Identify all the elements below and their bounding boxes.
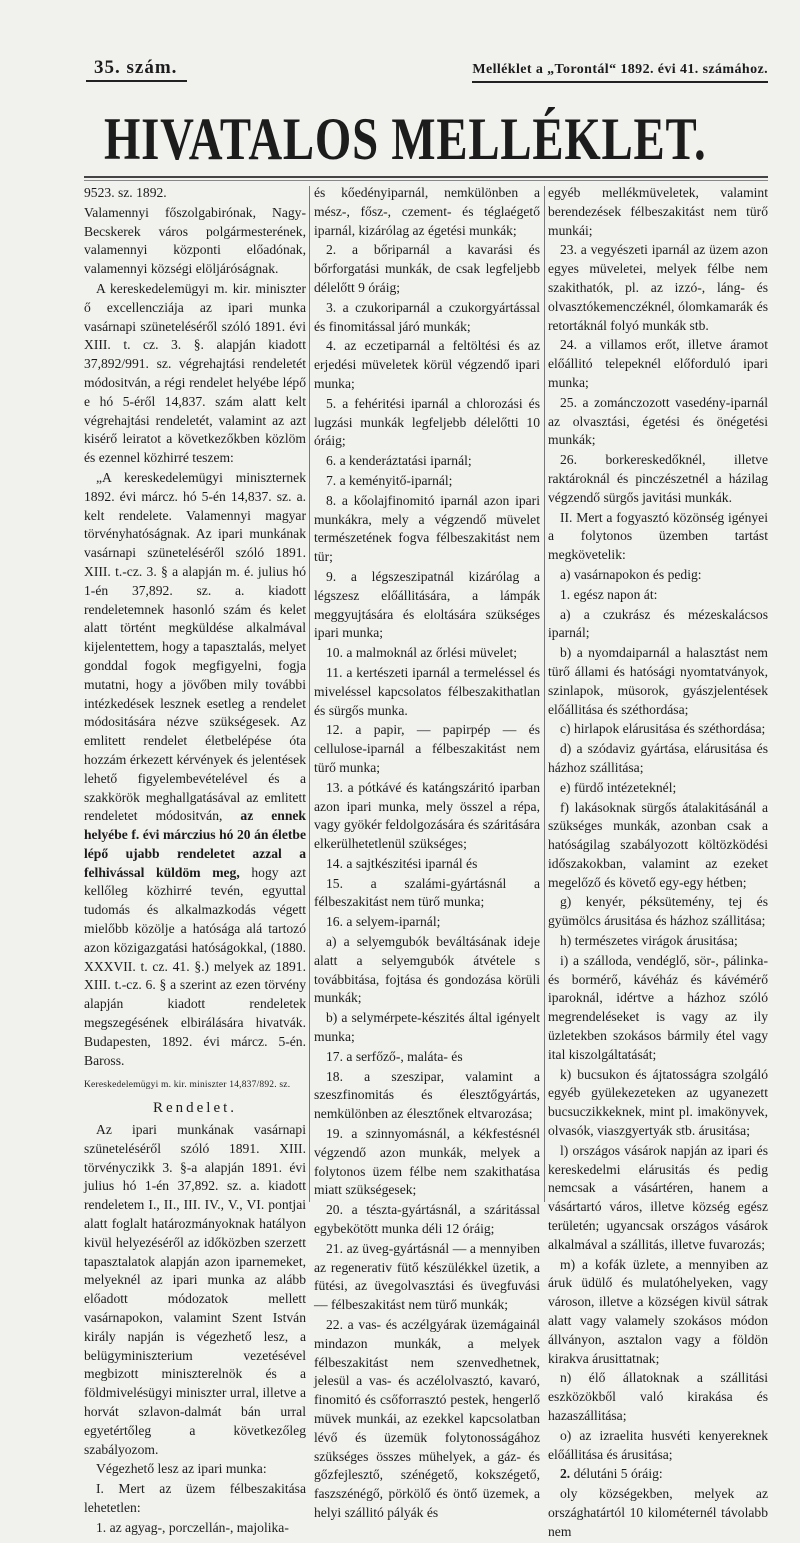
paragraph: o) az izraelita husvéti kenyereknek előállitása és árusitása; <box>548 1427 768 1462</box>
paragraph: 12. a papir, — papirpép — és cellulose-iparnál a félbeszakitást nem türő munka; <box>314 722 540 775</box>
column-divider <box>544 186 545 1202</box>
paragraph: 18. a szeszipar, valamint a szeszfinomitás és élesztőgyártás, nemkülönben az élesztőnek eltvarozása; <box>314 1068 540 1122</box>
paragraph <box>84 469 306 1071</box>
paragraph: 9523. sz. 1892. <box>84 185 167 200</box>
paragraph: n) élő állatoknak a szállitási eszközökből való kirakása és hazaszállitása; <box>548 1370 768 1423</box>
paragraph: II. Mert a fogyasztó közönség igényei a folytonos üzemben tartást megkövetelik: <box>548 509 768 563</box>
issue-number: 35. szám. <box>86 56 187 82</box>
paragraph: 9. a légszeszipatnál kizárólag a légszesz előállitására, a lámpák meggyujtására és eloltására szükséges ipari munka; <box>314 568 540 641</box>
paragraph: e) fürdő intézeteknél; <box>560 779 677 795</box>
paragraph: 1. az agyag-, porczellán-, majolika- <box>96 1519 289 1535</box>
paragraph: 20. a tészta-gyártásnál, a száritással egybekötött munka déli 12 óráig; <box>314 1202 540 1237</box>
bold-text: az ennek helyébe f. évi márczius hó 20 án életbe lépő ujabb rendeletet azzal a felhivással küldöm meg, <box>84 808 306 880</box>
paragraph: 17. a serfőző-, maláta- és <box>326 1048 463 1064</box>
paragraph: 7. a keményitő-iparnál; <box>326 472 453 488</box>
paragraph: 16. a selyem-iparnál; <box>326 914 441 930</box>
paragraph: g) kenyér, péksütemény, tej és gyümölcs árusitása és házhoz szállitása; <box>548 894 768 929</box>
paragraph: 21. az üveg-gyártásnál — a mennyiben az regenerativ fütő készülékkel üzetik, a fütési, az üvegolvasztási és üvegfuvási — félbeszakitást nem türő munkák; <box>314 1240 540 1313</box>
bold-text: 2. <box>560 1466 571 1482</box>
column-2 <box>314 184 540 1524</box>
paragraph: 4. az eczetiparnál a feltöltési és az erjedési müveletek körül végzendő ipari munka; <box>314 338 540 391</box>
text-run: hogy azt kellőleg közhirré tevén, egyuttal tudomás és alkalmazkodás végett mielőbb közölje a hatósága alá tartozó azon közigazgatási hatóságokkal, (1880. XXXVII. t. cz. 41. §.) melyek az 1891. XIII. t.-cz. 6. § a szerint az ezen törvény alapján kiadott rendeletek megszegésének elbirálására hivatvák. Budapesten, 1892. évi márcz. 5-én. Baross. <box>84 864 306 1068</box>
paragraph: l) országos vásárok napján az ipari és kereskedelmi elárusitás és pedig nemcsak a vásártéren, hanem a vásártartó város, illetve község egész területén; ugyancsak országos vásárok alkalmával a szállitás, illetve fuvarozás; <box>548 1142 768 1252</box>
paragraph: 22. a vas- és aczélgyárak üzemágainál mindazon munkák, a melyek félbeszakitást nem szenvedhetnek, jelesül a vas- és aczélolvasztó, kavaró, finomitó és csőforrasztó pestek, hengerlő müvek munkái, az ezekkel kapcsolatban lévő és üzemük folytonosságához szükséges összes mühelyek, a gáz- és gőzfejlesztő, szénégető, kokszégető, faszszénégő, pörkölő és öntő üzemek, a helyi szállitó pályák és <box>314 1317 540 1520</box>
paragraph: 1. egész napon át: <box>560 586 658 602</box>
paragraph: I. Mert az üzem félbeszakitása lehetetlen: <box>84 1481 306 1515</box>
paragraph: k) bucsukon és ájtatosságra szolgáló egyéb gyülekezeteken az ugyanezett bucsuczikkeknek, mint pl. imakönyvek, olvasók, viaszgyertyák stb. árusitása; <box>548 1066 768 1139</box>
paragraph: egyéb mellékmüveletek, valamint berendezések félbeszakitást nem türő munkái; <box>548 185 768 238</box>
paragraph: 19. a szinnyomásnál, a kékfestésnél végzendő azon munkák, melyek a folytonos üzem félbe nem szakithatása miatt szükségesek; <box>314 1126 540 1198</box>
paragraph: 13. a pótkávé és katángszáritó iparban azon ipari munka, mely összel a répa, vagy gyökér feldolgozására és száritására elkerülhetetlenül szükséges; <box>314 779 540 852</box>
page-title: HIVATALOS MELLÉKLET. <box>104 106 707 172</box>
paragraph: a) vasárnapokon és pedig: <box>560 566 702 582</box>
paragraph: 14. a sajtkészitési iparnál és <box>326 855 478 871</box>
paragraph: 10. a malmoknál az őrlési müvelet; <box>326 645 518 661</box>
paragraph: Az ipari munkának vasárnapi szüneteléséről szóló 1891. XIII. törvényczikk 3. §-a alapján 1891. évi julius hó 1-én 37,892. sz. a. kiadott rendeletem I., II., III. IV., V., VI. pontjai alatt foglalt határozmányoknak hatályon kivül helyezéséről az időközben szerzett tapasztalatok alapján azon iparnemeket, melyeknél az ipari munka az alább előadott módozatok mellett vasárnapokon, valamint Szent István király napján is végezhető lesz, a belügyminiszterium vezetésével megbizott miniszterelnök és a földmivelésügyi miniszter urral, illetve a horvát szlavon-dalmát bán urral egyetértőleg a következőleg szabályozom. <box>84 1122 306 1457</box>
paragraph: a) a czukrász és mézeskalácsos iparnál; <box>548 606 768 641</box>
paragraph: h) természetes virágok árusitása; <box>560 933 738 949</box>
paragraph: és kőedényiparnál, nemkülönben a mész-, fősz-, czement- és téglaégető iparnál, kizárólag az égetési munkák; <box>314 185 540 238</box>
paragraph: b) a nyomdaiparnál a halasztást nem türő állami és hatósági nyomtatványok, szinlapok, müsorok, gyászjelentések előállitása és széthordása; <box>548 645 768 717</box>
paragraph: 11. a kertészeti iparnál a termeléssel és miveléssel kapcsolatos félbeszakithatlan és sürgős munka. <box>314 664 540 718</box>
reference-line: Kereskedelemügyi m. kir. miniszter 14,837/892. sz. <box>84 1080 291 1091</box>
paragraph: 24. a villamos erőt, illetve áramot előállitó telepeknél előforduló ipari munka; <box>548 337 768 390</box>
title-rule <box>84 176 768 181</box>
paragraph: 3. a czukoriparnál a czukorgyártással és finomitással járó munkák; <box>314 299 540 334</box>
column-3 <box>548 184 768 1543</box>
paragraph <box>548 1465 768 1484</box>
paragraph: c) hirlapok elárusitása és széthordása; <box>560 721 766 737</box>
column-1 <box>84 184 306 1539</box>
paragraph: Valamennyi főszolgabirónak, Nagy-Becskerek város polgármesterének, valamennyi központi előadónak, valamennyi községi elöljáróságnak. <box>84 204 306 277</box>
paragraph: 26. borkereskedőknél, illetve raktároknál és pinczészetnél a házilag végzendő sürgős javitási munkák. <box>548 452 768 505</box>
paragraph: 25. a zománczozott vasedény-iparnál az olvasztási, égetési és önégetési munkák; <box>548 394 768 448</box>
paragraph: 23. a vegyészeti iparnál az üzem azon egyes müveletei, melyek félbe nem szakithatók, pl. az izzó-, láng- és olvasztókemenczéknél, ólomkamarák és retortáknál folyó munkák stb. <box>548 242 768 333</box>
section-heading: Rendelet. <box>152 1100 238 1117</box>
paragraph: 5. a fehéritési iparnál a chlorozási és lugzási munkák legfeljebb délelőtti 10 óráig; <box>314 395 540 449</box>
column-divider <box>309 186 310 1202</box>
paragraph: A kereskedelemügyi m. kir. miniszter ő excellencziája az ipari munka vasárnapi szüneteléséről szóló 1891. évi XIII. t. cz. 3. §. alapján kiadott 37,892/991. sz. végrehajtási rendeletét módositván, a régi rendelet helyébe lépő e hó 5-éről 14,837. szám alatt kelt végrehajtási rendeletét, valamint az azt kisérő leiratot a következőkben közlöm és ezennel közhirré teszem: <box>84 280 306 466</box>
paragraph: 8. a kőolajfinomitó iparnál azon ipari munkákra, mely a végzendő müvelet természetének fogva félbeszakitást nem tür; <box>314 492 540 565</box>
text-run: délutáni 5 óráig: <box>570 1466 663 1482</box>
paragraph: a) a selyemgubók beváltásának ideje alatt a selyemgubók átvétele s továbbitása, fojtása és gondozása körüli munkák; <box>314 934 540 1006</box>
paragraph: m) a kofák üzlete, a mennyiben az áruk üdülő és mulatóhelyeken, vagy városon, illetve a községen kivül sátrak alatt vagy valamely szokásos módon állványon, asztalon vagy a földön kirakva árusittatnak; <box>548 1256 768 1366</box>
paragraph: oly községekben, melyek az országhatártól 10 kilométernél távolabb nem <box>548 1486 768 1539</box>
supplement-line: Melléklet a „Torontál“ 1892. évi 41. számához. <box>472 60 768 83</box>
text-run: „A kereskedelemügyi miniszternek 1892. évi márcz. hó 5-én 14,837. sz. a. kelt rendelete. Valamennyi magyar törvényhatóságnak. Az ipari munkának vasárnapi szüneteléséről szóló 1891. XIII. t.-cz. 3. § a alapján m. é. julius hó 1-én 37,892. sz. a. kiadott rendeletemnek hasonló szám és kelet alatt történt megküldése alkalmával kijelentettem, hogy a tapasztalás, melyet gonddal fogok megfigyelni, fogja mutatni, hogy a jövőben mily további intézkedések lesznek esetleg a rendelet módositására nézve szükségesek. Az emlitett rendelet életbelépése óta hozzám érkezett kérvények és jelentések lehető figyelembevételével és a szakkörök meghallgatásával az emlitett rendeletet módositván, <box>84 469 306 824</box>
paragraph: d) a szódaviz gyártása, elárusitása és házhoz szállitása; <box>548 741 768 775</box>
paragraph: 15. a szalámi-gyártásnál a félbeszakitást nem türő munka; <box>314 875 540 910</box>
paragraph: b) a selymérpete-készités által igényelt munka; <box>314 1010 540 1045</box>
paragraph: 6. a kenderáztatási iparnál; <box>326 453 472 469</box>
paragraph: i) a szálloda, vendéglő, sör-, pálinka- és bormérő, kávéház és kávémérő iparoknál, idértve a házhoz szóló megrendeléseket is vagy az ily üzletekben szokásos bármily étel vagy ital kiszolgáltatását; <box>548 952 768 1062</box>
paragraph: 2. a bőriparnál a kavarási és bőrforgatási munkák, de csak legfeljebb délelőtt 9 óráig; <box>314 242 540 295</box>
paragraph: f) lakásoknak sürgős átalakitásánál a szükséges munkák, azonban csak a hatóságilag szabályozott költözködési időszakokban, valamint az ezeket megelőző és követő egy-egy hétben; <box>548 799 768 890</box>
paragraph: Végezhető lesz az ipari munka: <box>96 1461 267 1477</box>
